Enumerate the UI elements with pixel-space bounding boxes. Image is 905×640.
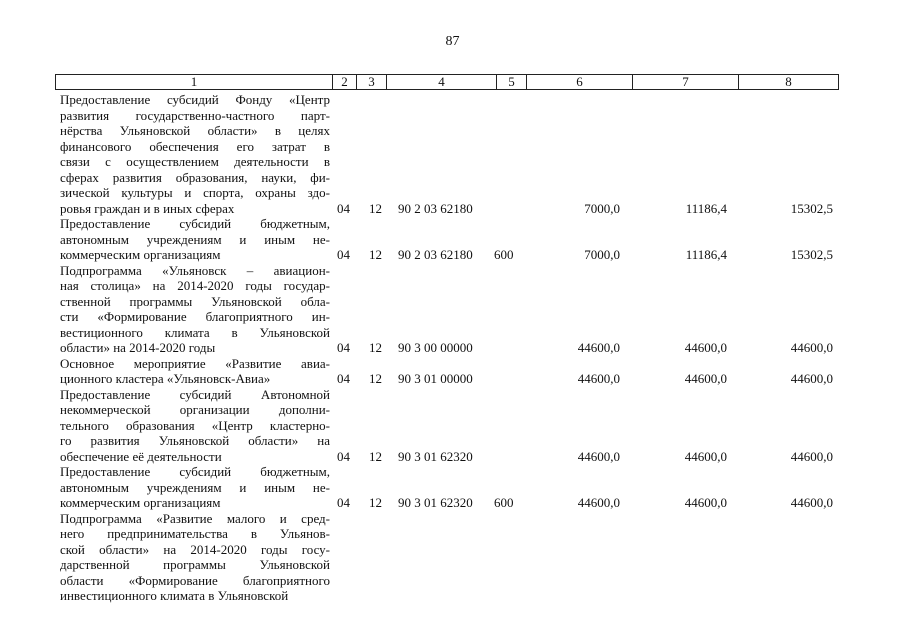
amount-col-7-cell: 44600,0: [684, 340, 727, 355]
row-values: [0, 588, 905, 604]
header-col-3: 3: [356, 75, 386, 89]
description-line: Предоставление субсидий бюджетным,: [60, 216, 330, 231]
amount-col-8-cell: 44600,0: [790, 448, 833, 464]
section-cell: 04: [337, 200, 350, 216]
table-header-row: [55, 74, 839, 90]
description-line: коммерческим организациям: [60, 495, 221, 510]
amount-col-8-cell: 15302,5: [790, 200, 833, 216]
amount-col-6-cell: 7000,0: [584, 247, 620, 262]
header-col-2: 2: [332, 75, 356, 89]
header-col-7: 7: [632, 75, 738, 89]
subsection-cell: 12: [369, 448, 382, 464]
amount-col-8-cell: 44600,0: [790, 495, 833, 510]
description-line: го развития Ульяновской области» на: [60, 433, 330, 448]
description-line: связи с осуществлением деятельности в: [60, 154, 330, 169]
subsection-cell: 12: [369, 247, 382, 262]
amount-col-6-cell: 44600,0: [577, 340, 620, 355]
description-line: области» на 2014-2020 годы: [60, 340, 216, 355]
page-number: 87: [445, 34, 460, 49]
row-values: [0, 371, 905, 387]
description-line: ная столица» на 2014-2020 годы государ-: [60, 278, 330, 293]
description-line: Подпрограмма «Ульяновск – авиацион-: [60, 262, 330, 278]
amount-col-6-cell: 44600,0: [577, 495, 620, 510]
amount-col-6-cell: 44600,0: [577, 448, 620, 464]
description-line: Предоставление субсидий Автономной: [60, 386, 330, 402]
description-line: дарственной программы Ульяновской: [60, 557, 330, 572]
row-values: [0, 201, 905, 217]
header-col-8: 8: [738, 75, 838, 89]
section-cell: 04: [337, 371, 350, 386]
description-line: ской области» на 2014-2020 годы госу-: [60, 541, 330, 557]
amount-col-8-cell: 44600,0: [790, 340, 833, 355]
subsection-cell: 12: [369, 200, 382, 216]
amount-col-7-cell: 11186,4: [685, 200, 727, 216]
header-col-6: 6: [526, 75, 632, 89]
description-line: Предоставление субсидий Фонду «Центр: [60, 92, 330, 107]
amount-col-6-cell: 7000,0: [584, 200, 620, 216]
section-cell: 04: [337, 448, 350, 464]
expense-type-cell: 600: [494, 247, 514, 262]
description-line: некоммерческой организации дополни-: [60, 402, 330, 417]
target-article-cell: 90 3 01 62320: [398, 448, 473, 464]
target-article-cell: 90 3 01 00000: [398, 371, 473, 386]
description-line: инвестиционного климата в Ульяновской: [60, 588, 289, 603]
description-line: вестиционного климата в Ульяновской: [60, 324, 330, 340]
row-values: [0, 495, 905, 511]
description-line: обеспечение её деятельности: [60, 448, 222, 464]
header-col-5: 5: [496, 75, 526, 89]
target-article-cell: 90 2 03 62180: [398, 200, 473, 216]
description-line: сферах развития образования, науки, фи-: [60, 169, 330, 185]
row-values: [0, 340, 905, 356]
description-line: финансового обеспечения его затрат в: [60, 138, 330, 154]
target-article-cell: 90 3 01 62320: [398, 495, 473, 510]
description-line: ственной программы Ульяновской обла-: [60, 293, 330, 309]
expense-type-cell: 600: [494, 495, 514, 510]
amount-col-6-cell: 44600,0: [577, 371, 620, 386]
target-article-cell: 90 3 00 00000: [398, 340, 473, 355]
description-line: зической культуры и спорта, охраны здо-: [60, 185, 330, 200]
row-values: [0, 247, 905, 263]
description-line: Подпрограмма «Развитие малого и сред-: [60, 510, 330, 526]
target-article-cell: 90 2 03 62180: [398, 247, 473, 262]
amount-col-8-cell: 15302,5: [790, 247, 833, 262]
description-line: нёрства Ульяновской области» в целях: [60, 123, 330, 138]
subsection-cell: 12: [369, 495, 382, 510]
header-col-4: 4: [386, 75, 496, 89]
amount-col-7-cell: 11186,4: [685, 247, 727, 262]
header-col-1: 1: [190, 74, 198, 89]
description-line: сти «Формирование благоприятного ин-: [60, 309, 330, 324]
description-line: автономным учреждениям и иным не-: [60, 231, 330, 247]
description-line: ровья граждан и в иных сферах: [60, 200, 235, 216]
amount-col-7-cell: 44600,0: [684, 448, 727, 464]
description-line: Основное мероприятие «Развитие авиа-: [60, 355, 330, 371]
amount-col-8-cell: 44600,0: [790, 371, 833, 386]
row-values: [0, 449, 905, 465]
amount-col-7-cell: 44600,0: [684, 495, 727, 510]
description-line: автономным учреждениям и иным не-: [60, 479, 330, 495]
description-line: коммерческим организациям: [60, 247, 221, 262]
section-cell: 04: [337, 247, 350, 262]
section-cell: 04: [337, 495, 350, 510]
description-line: него предпринимательства в Ульянов-: [60, 526, 330, 541]
amount-col-7-cell: 44600,0: [684, 371, 727, 386]
description-line: развития государственно-частного парт-: [60, 107, 330, 123]
subsection-cell: 12: [369, 340, 382, 355]
subsection-cell: 12: [369, 371, 382, 386]
description-line: Предоставление субсидий бюджетным,: [60, 464, 330, 479]
section-cell: 04: [337, 340, 350, 355]
description-line: ционного кластера «Ульяновск-Авиа»: [60, 371, 271, 386]
description-line: области «Формирование благоприятного: [60, 572, 330, 588]
row-description: [60, 92, 330, 216]
description-line: тельного образования «Центр кластерно-: [60, 417, 330, 433]
